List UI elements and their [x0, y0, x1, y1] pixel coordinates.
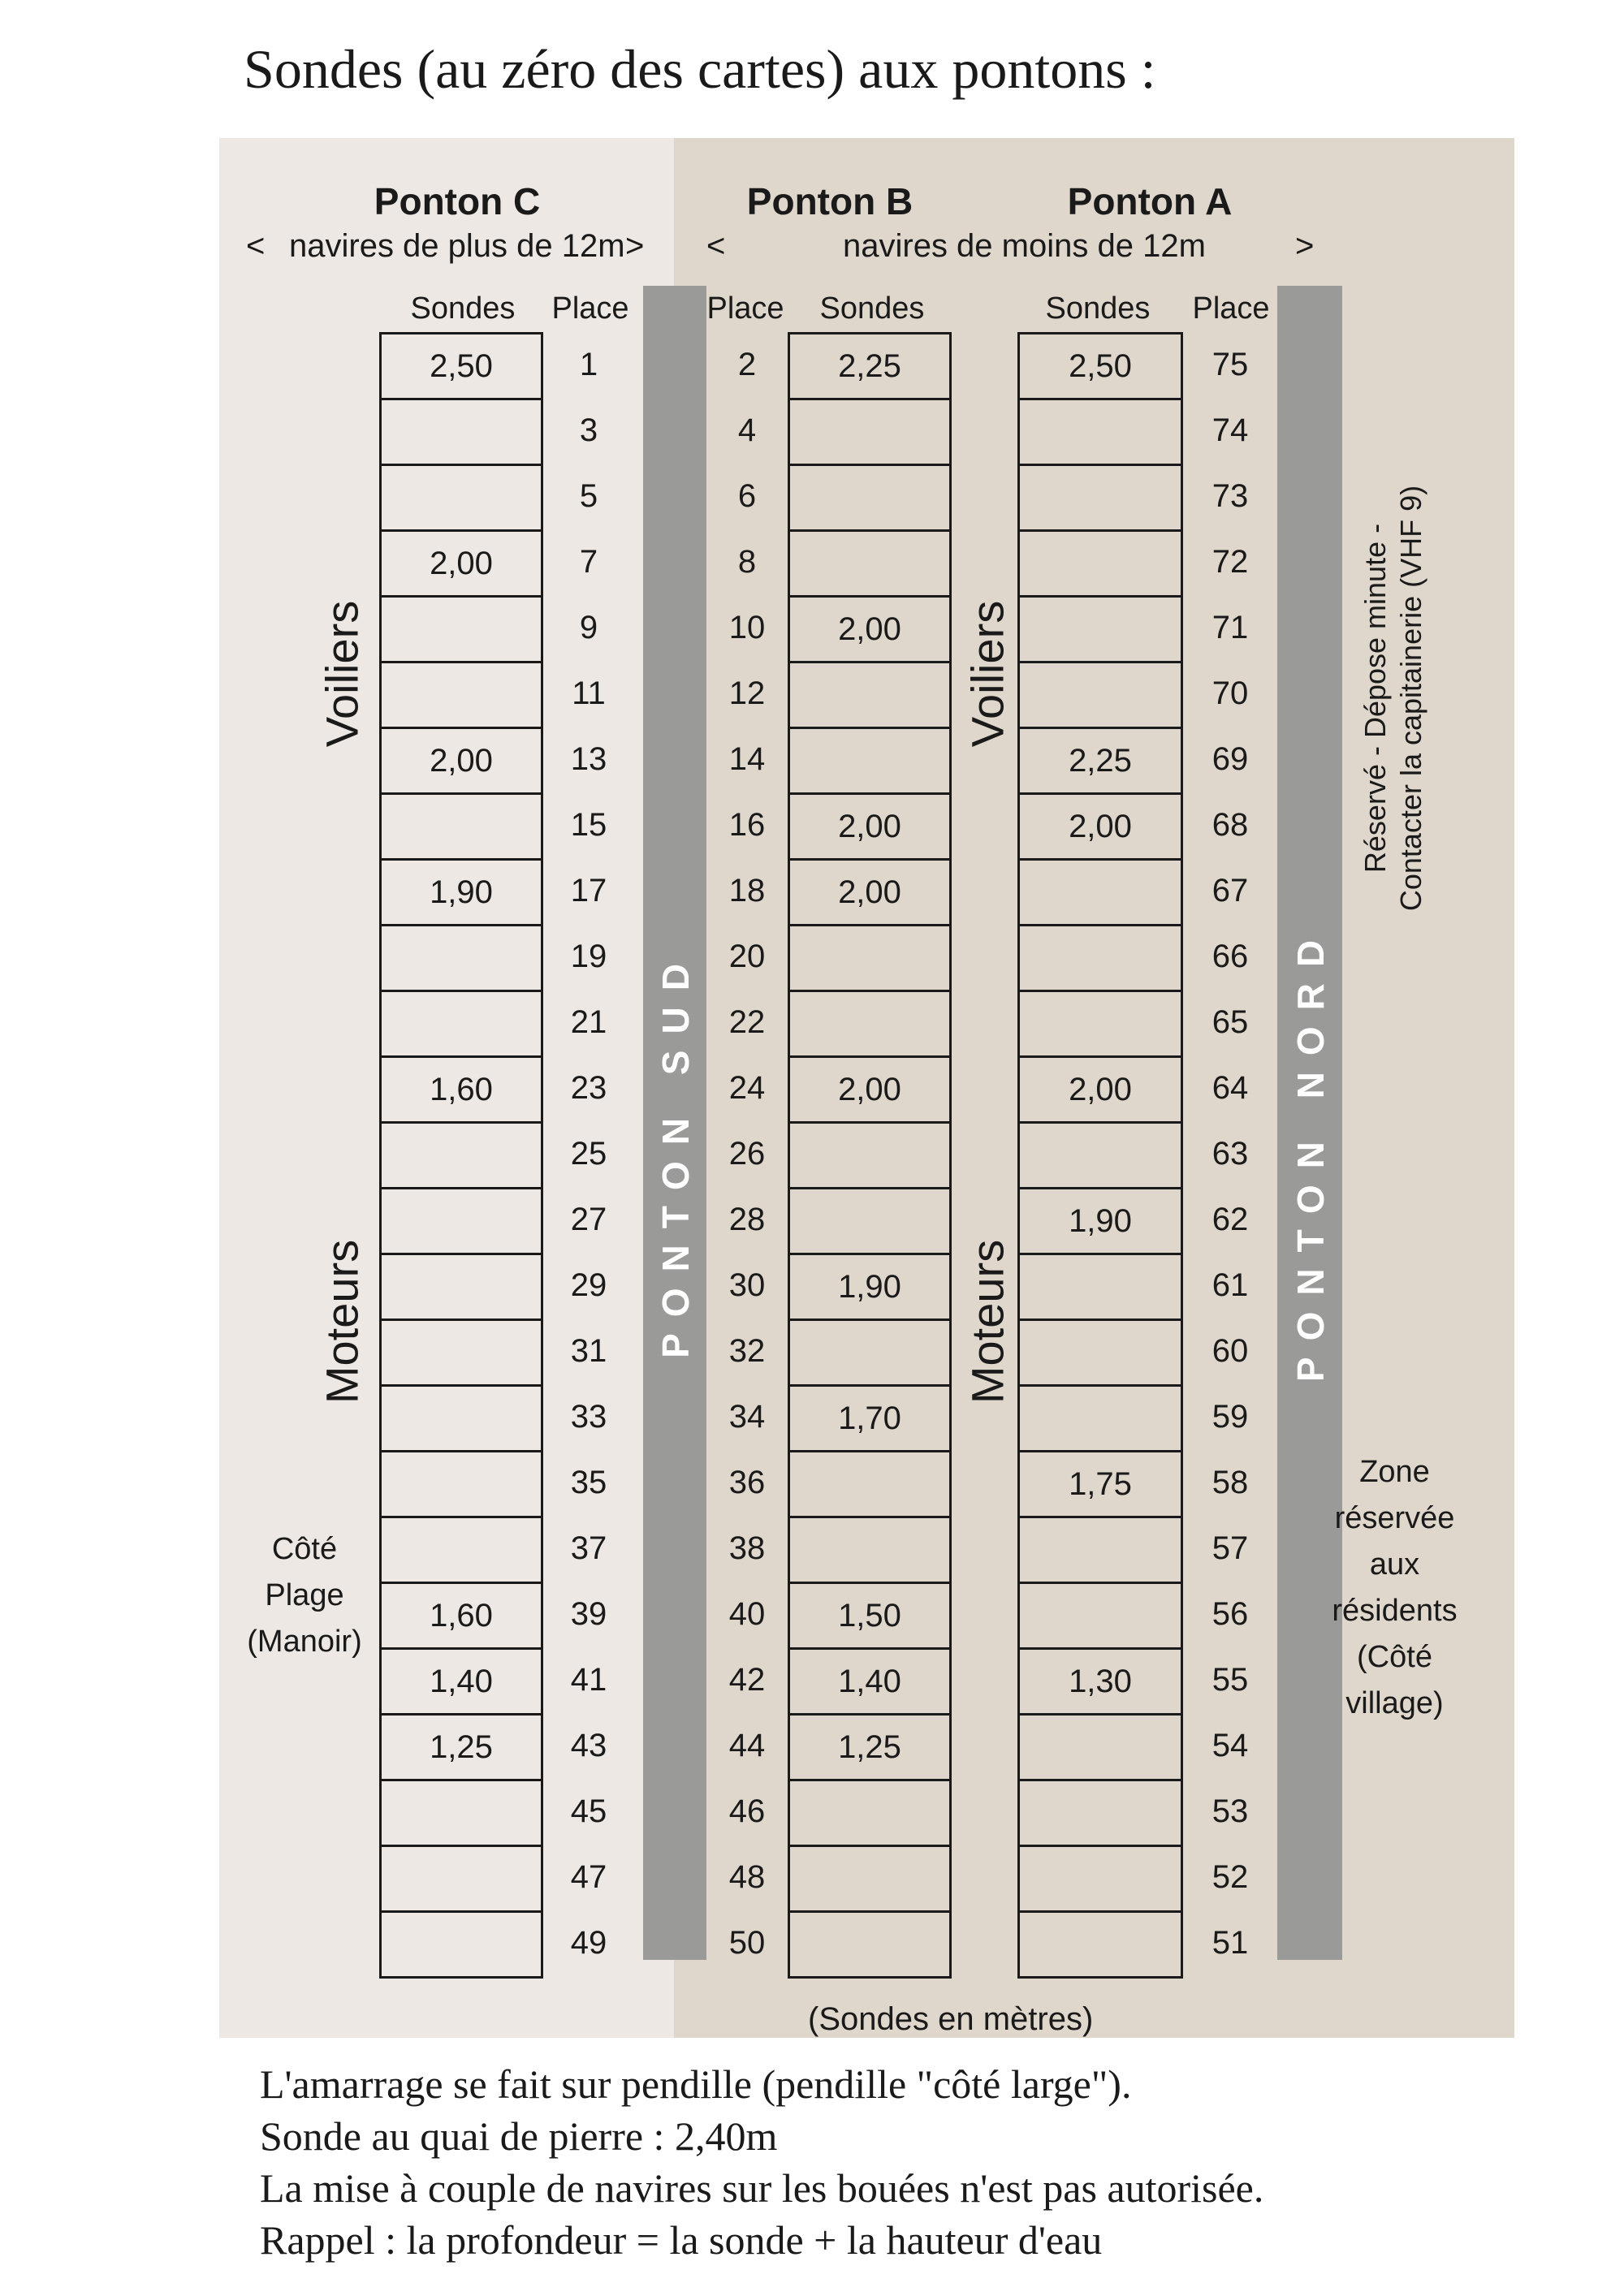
ponton-ab-sub-left: <	[706, 228, 726, 264]
sonde-cell	[790, 663, 949, 729]
place-number: 70	[1212, 675, 1249, 711]
place-number: 50	[728, 1925, 766, 1961]
sonde-cell	[1020, 1913, 1181, 1979]
place-number: 65	[1212, 1004, 1249, 1040]
place-number: 4	[737, 412, 757, 448]
ponton-a-title: Ponton A	[1067, 180, 1233, 222]
place-number: 52	[1212, 1859, 1249, 1895]
ponton-b-place-header: Place	[706, 291, 784, 326]
place-number: 18	[728, 873, 766, 908]
voiliers-label-left: Voiliers	[316, 600, 368, 748]
place-number: 11	[572, 675, 606, 711]
place-number: 30	[728, 1267, 766, 1303]
place-number: 29	[570, 1267, 607, 1303]
units-note: (Sondes en mètres)	[808, 2001, 1094, 2037]
place-number: 60	[1212, 1333, 1249, 1369]
place-number: 22	[728, 1004, 766, 1040]
place-number: 71	[1212, 610, 1249, 645]
sonde-cell	[382, 1847, 541, 1913]
place-number: 35	[570, 1465, 607, 1500]
cote-plage-note: Côté Plage (Manoir)	[247, 1532, 362, 1659]
place-number: 7	[579, 544, 598, 580]
place-number: 9	[579, 610, 598, 645]
ponton-a-sondes-header: Sondes	[1045, 291, 1151, 326]
ponton-c-subtitle: navires de plus de 12m	[289, 228, 625, 264]
sonde-cell: 2,00	[382, 729, 541, 795]
place-number: 45	[570, 1793, 607, 1829]
sonde-cell: 2,00	[790, 1058, 949, 1124]
footer-line: La mise à couple de navires sur les bouées n'est pas autorisée.	[260, 2165, 1264, 2211]
sonde-cell	[1020, 400, 1181, 466]
sonde-cell	[790, 1847, 949, 1913]
sonde-cell: 1,60	[382, 1584, 541, 1650]
ponton-c-title: Ponton C	[374, 180, 541, 222]
place-number: 75	[1212, 347, 1249, 382]
sonde-cell	[1020, 1124, 1181, 1189]
place-number: 32	[728, 1333, 766, 1369]
sonde-cell: 2,00	[1020, 795, 1181, 861]
ponton-a-sondes-column	[1017, 332, 1183, 1979]
sonde-cell	[1020, 1716, 1181, 1781]
sonde-cell	[382, 663, 541, 729]
sonde-cell	[382, 1913, 541, 1979]
place-number: 38	[728, 1530, 766, 1566]
place-number: 46	[728, 1793, 766, 1829]
place-number: 2	[737, 347, 757, 382]
sonde-cell	[382, 598, 541, 663]
place-number: 57	[1212, 1530, 1249, 1566]
place-number: 61	[1212, 1267, 1249, 1303]
sonde-cell: 1,25	[382, 1716, 541, 1781]
place-number: 24	[728, 1070, 766, 1106]
ponton-b-sondes-header: Sondes	[819, 291, 925, 326]
place-number: 68	[1212, 807, 1249, 843]
place-number: 19	[570, 939, 607, 974]
sonde-cell	[382, 400, 541, 466]
ponton-b-title: Ponton B	[746, 180, 914, 222]
sonde-cell	[382, 795, 541, 861]
sonde-cell: 1,90	[790, 1255, 949, 1321]
place-number: 67	[1212, 873, 1249, 908]
sonde-cell	[1020, 663, 1181, 729]
place-number: 58	[1212, 1465, 1249, 1500]
sonde-cell: 1,50	[790, 1584, 949, 1650]
sonde-cell	[1020, 598, 1181, 663]
place-number: 53	[1212, 1793, 1249, 1829]
place-number: 17	[570, 873, 607, 908]
sonde-cell	[1020, 1781, 1181, 1847]
place-number: 5	[579, 478, 598, 514]
place-number: 25	[570, 1136, 607, 1172]
place-number: 14	[728, 741, 766, 777]
ponton-c-place-header: Place	[551, 291, 629, 326]
sonde-cell: 1,90	[382, 861, 541, 926]
sonde-cell: 1,25	[790, 1716, 949, 1781]
ponton-ab-subtitle: navires de moins de 12m	[843, 228, 1206, 264]
ponton-ab-sub-right: >	[1295, 228, 1315, 264]
sonde-cell	[790, 1452, 949, 1518]
place-number: 31	[570, 1333, 607, 1369]
zone-residents-note: Zone réservée aux résidents (Côté village)	[1332, 1455, 1458, 1720]
place-number: 6	[737, 478, 757, 514]
ponton-c-sondes-column	[379, 332, 543, 1979]
sonde-cell: 1,60	[382, 1058, 541, 1124]
sonde-cell: 2,00	[790, 861, 949, 926]
place-number: 63	[1212, 1136, 1249, 1172]
place-number: 42	[728, 1662, 766, 1698]
place-number: 69	[1212, 741, 1249, 777]
sonde-cell	[790, 926, 949, 992]
sonde-cell	[382, 466, 541, 532]
place-number: 3	[579, 412, 598, 448]
place-number: 8	[737, 544, 757, 580]
ponton-c-sub-right: >	[625, 228, 645, 264]
reserve-note-line1: Réservé - Dépose minute -	[1358, 523, 1392, 874]
sonde-cell	[790, 400, 949, 466]
place-number: 44	[728, 1728, 766, 1763]
place-number: 10	[728, 610, 766, 645]
sonde-cell	[1020, 1387, 1181, 1452]
place-number: 33	[570, 1399, 607, 1435]
ponton-c-sub-left: <	[246, 228, 266, 264]
sonde-cell: 2,25	[790, 334, 949, 400]
sonde-cell: 1,30	[1020, 1650, 1181, 1716]
footer-notes	[260, 2058, 1263, 2266]
sonde-cell	[1020, 466, 1181, 532]
footer-line: Sonde au quai de pierre : 2,40m	[260, 2113, 778, 2159]
sonde-cell	[1020, 532, 1181, 598]
sonde-cell: 1,40	[790, 1650, 949, 1716]
sonde-cell	[790, 1189, 949, 1255]
place-number: 41	[570, 1662, 607, 1698]
place-number: 39	[570, 1596, 607, 1632]
place-number: 40	[728, 1596, 766, 1632]
sonde-cell	[790, 1518, 949, 1584]
place-number: 15	[570, 807, 607, 843]
sonde-cell	[790, 532, 949, 598]
place-number: 62	[1212, 1202, 1249, 1237]
sonde-cell	[1020, 1518, 1181, 1584]
sonde-cell: 1,75	[1020, 1452, 1181, 1518]
sonde-cell	[1020, 1321, 1181, 1387]
place-number: 73	[1212, 478, 1249, 514]
place-number: 47	[570, 1859, 607, 1895]
sonde-cell	[1020, 926, 1181, 992]
sonde-cell: 2,00	[382, 532, 541, 598]
sonde-cell	[1020, 861, 1181, 926]
sonde-cell	[382, 1321, 541, 1387]
ponton-c-sondes-header: Sondes	[410, 291, 516, 326]
place-number: 54	[1212, 1728, 1249, 1763]
ponton-nord-label: PONTON NORD	[1289, 923, 1332, 1383]
sonde-cell	[382, 926, 541, 992]
footer-line: L'amarrage se fait sur pendille (pendille "côté large").	[260, 2061, 1132, 2107]
place-number: 49	[570, 1925, 607, 1961]
sonde-cell	[790, 992, 949, 1058]
moteurs-label-mid: Moteurs	[961, 1239, 1013, 1405]
sonde-cell: 2,00	[790, 598, 949, 663]
sonde-cell	[1020, 1584, 1181, 1650]
place-number: 12	[728, 675, 766, 711]
sonde-cell: 2,50	[1020, 334, 1181, 400]
ponton-sud-label: PONTON SUD	[654, 947, 697, 1358]
sonde-cell: 1,90	[1020, 1189, 1181, 1255]
place-number: 16	[728, 807, 766, 843]
sonde-cell	[382, 1189, 541, 1255]
sonde-cell	[382, 1124, 541, 1189]
sonde-cell	[382, 992, 541, 1058]
place-number: 43	[570, 1728, 607, 1763]
sonde-cell: 1,70	[790, 1387, 949, 1452]
footer-line: Rappel : la profondeur = la sonde + la hauteur d'eau	[260, 2217, 1103, 2263]
place-number: 72	[1212, 544, 1249, 580]
sonde-cell	[790, 1321, 949, 1387]
reserve-note-line2: Contacter la capitainerie (VHF 9)	[1394, 485, 1427, 912]
place-number: 48	[728, 1859, 766, 1895]
sonde-cell: 2,00	[790, 795, 949, 861]
sonde-cell	[382, 1781, 541, 1847]
sonde-cell: 1,40	[382, 1650, 541, 1716]
sonde-cell	[790, 729, 949, 795]
place-number: 23	[570, 1070, 607, 1106]
place-number: 56	[1212, 1596, 1249, 1632]
sonde-cell	[790, 466, 949, 532]
moteurs-label-left: Moteurs	[316, 1239, 368, 1405]
place-number: 59	[1212, 1399, 1249, 1435]
sonde-cell	[382, 1255, 541, 1321]
sonde-cell	[382, 1452, 541, 1518]
sonde-cell: 2,25	[1020, 729, 1181, 795]
page-title: Sondes (au zéro des cartes) aux pontons :	[244, 38, 1156, 100]
place-number: 13	[570, 741, 607, 777]
place-number: 74	[1212, 412, 1249, 448]
sonde-cell	[1020, 992, 1181, 1058]
sonde-cell	[382, 1518, 541, 1584]
sonde-cell: 2,00	[1020, 1058, 1181, 1124]
place-number: 27	[570, 1202, 607, 1237]
sonde-cell: 2,50	[382, 334, 541, 400]
place-number: 36	[728, 1465, 766, 1500]
sonde-cell	[790, 1913, 949, 1979]
place-number: 1	[579, 347, 598, 382]
place-number: 20	[728, 939, 766, 974]
sonde-cell	[382, 1387, 541, 1452]
place-number: 64	[1212, 1070, 1249, 1106]
place-number: 66	[1212, 939, 1249, 974]
place-number: 34	[728, 1399, 766, 1435]
place-number: 55	[1212, 1662, 1249, 1698]
ponton-b-sondes-column	[788, 332, 952, 1979]
sonde-cell	[790, 1781, 949, 1847]
place-number: 37	[570, 1530, 607, 1566]
voiliers-label-mid: Voiliers	[961, 600, 1013, 748]
place-number: 21	[570, 1004, 607, 1040]
sonde-cell	[1020, 1255, 1181, 1321]
place-number: 28	[728, 1202, 766, 1237]
place-number: 51	[1212, 1925, 1249, 1961]
place-number: 26	[728, 1136, 766, 1172]
ponton-a-place-header: Place	[1192, 291, 1270, 326]
sonde-cell	[1020, 1847, 1181, 1913]
sonde-cell	[790, 1124, 949, 1189]
